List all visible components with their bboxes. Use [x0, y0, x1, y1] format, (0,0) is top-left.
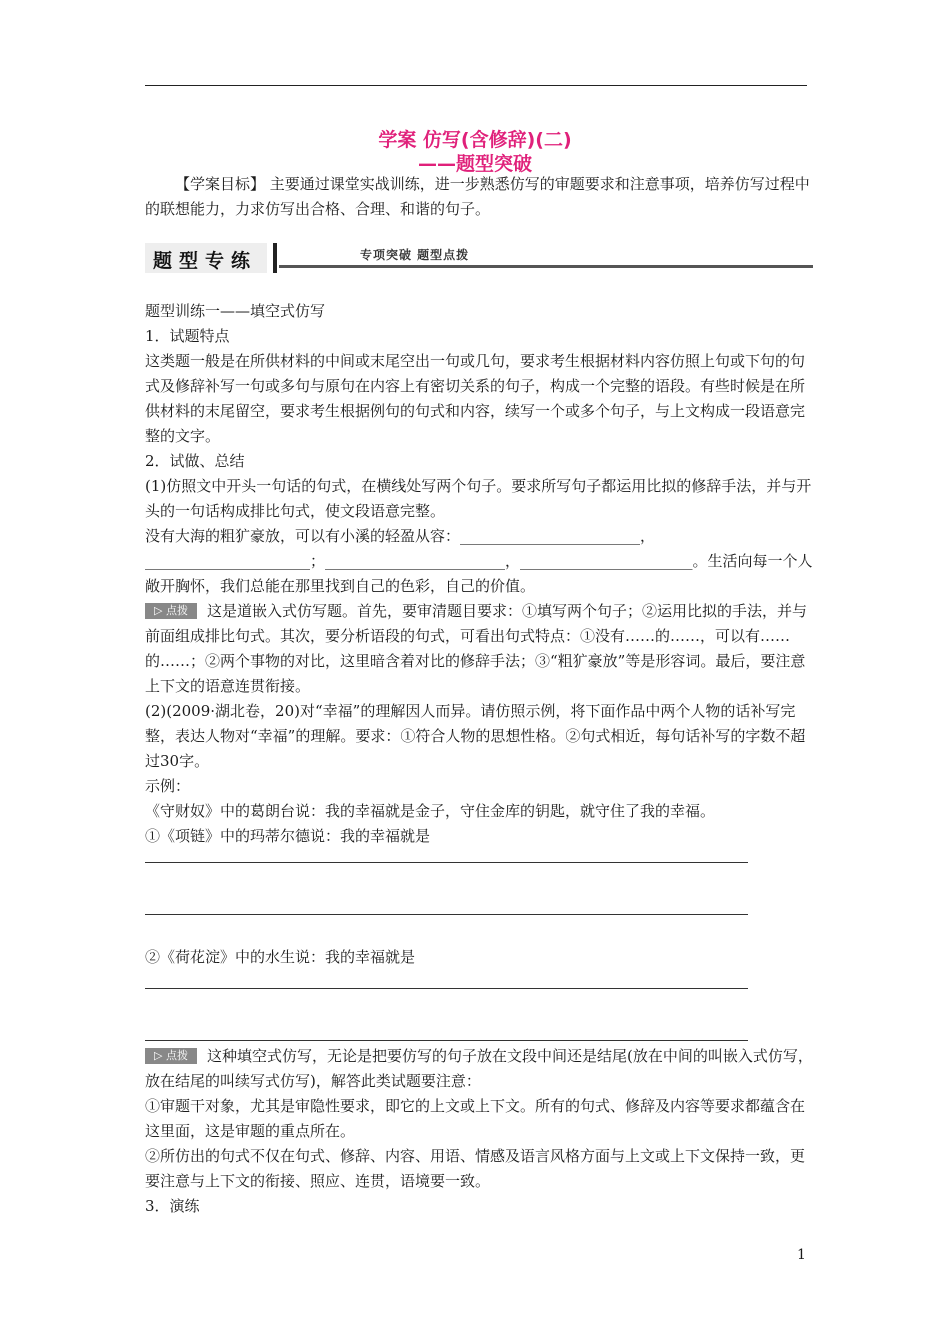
heading-3: 3．演练 [145, 1197, 200, 1215]
page-number: 1 [797, 1247, 806, 1263]
goal-text: 主要通过课堂实战训练，进一步熟悉仿写的审题要求和注意事项，培养仿写过程中的联想能力，力求仿写出合格、合理、和谐的句子。 [145, 175, 810, 218]
heading-2: 2．试做、总结 [145, 452, 245, 470]
item-2-block [145, 945, 813, 970]
section-banner [145, 240, 813, 274]
point-2: ②所仿出的句式不仅在句式、修辞、内容、用语、情感及语言风格方面与上文或上下文保持一致，更要注意与上下文的衔接、照应、连贯，语境要一致。 [145, 1147, 806, 1190]
answer-line[interactable] [145, 1040, 748, 1041]
example-label: 示例： [145, 777, 191, 795]
answer-line[interactable] [145, 862, 748, 863]
item-2: ②《荷花淀》中的水生说：我的幸福就是 [145, 948, 416, 966]
hint-tag: ▷ 点拨 [145, 1048, 197, 1064]
heading-1: 1．试题特点 [145, 327, 230, 345]
paragraph-1: 这类题一般是在所供材料的中间或末尾空出一句或几句，要求考生根据材料内容仿照上句或下句的句式及修辞补写一句或多句与原句在内容上有密切关系的句子，构成一个完整的语段。有些时候是在所供材料的末尾留空，要求考生根据例句的句式和内容，续写一个或多个句子，与上文构成一段语意完整的文字。 [145, 352, 806, 445]
point-1: ①审题干对象，尤其是审隐性要求，即它的上文或上下文。所有的句式、修辞及内容等要求都蕴含在这里面，这是审题的重点所在。 [145, 1097, 806, 1140]
main-content [145, 299, 813, 849]
item-1: ①《项链》中的玛蒂尔德说：我的幸福就是 [145, 827, 431, 845]
goal-label: 【学案目标】 [175, 175, 266, 193]
hint-tag: ▷ 点拨 [145, 603, 197, 619]
answer-line[interactable] [145, 914, 748, 915]
banner-subtitle: 专项突破 题型点拨 [360, 248, 470, 262]
question-2: (2)(2009·湖北卷，20)对“幸福”的理解因人而异。请仿照示例，将下面作品中两个人物的话补写完整，表达人物对“幸福”的理解。要求：①符合人物的思想性格。②句式相近，每句话补写的字数不超过30字。 [145, 702, 806, 770]
hint-2-block [145, 1044, 813, 1219]
hint-1-text: 这是道嵌入式仿写题。首先，要审清题目要求：①填写两个句子；②运用比拟的手法，并与前面组成排比句式。其次，要分析语段的句式，可看出句式特点：①没有……的……，可以有……的……；②两个事物的对比，这里暗含着对比的修辞手法；③“粗犷豪放”等是形容词。最后，要注意上下文的语意连贯衔接。 [145, 602, 808, 695]
learning-goal [145, 172, 813, 222]
example-text: 《守财奴》中的葛朗台说：我的幸福就是金子，守住金库的钥匙，就守住了我的幸福。 [145, 802, 716, 820]
answer-line[interactable] [145, 988, 748, 989]
hint-2-text: 这种填空式仿写，无论是把要仿写的句子放在文段中间还是结尾(放在中间的叫嵌入式仿写，放在结尾的叫续写式仿写)，解答此类试题要注意： [145, 1047, 813, 1090]
question-1: (1)仿照文中开头一句话的句式，在横线处写两个句子。要求所写句子都运用比拟的修辞手法，并与开头的一句话构成排比句式，使文段语意完整。 [145, 477, 812, 520]
banner-underline [279, 265, 813, 268]
banner-title: 题型专练 [153, 250, 258, 272]
page-subtitle: ——题型突破 [417, 153, 532, 175]
hint-2 [145, 1044, 813, 1094]
question-1-text: 没有大海的粗犷豪放，可以有小溪的轻盈从容：________________________，______________________；________________________，_______________________。生活向每一个人敞开胸怀，我们总能在那里找到自己的色彩，自己的价值。 [145, 527, 813, 595]
page-title: 学案 仿写(含修辞)(二) [378, 129, 572, 151]
banner-divider [273, 243, 277, 273]
section-heading: 题型训练一——填空式仿写 [145, 302, 326, 320]
hint-1 [145, 599, 813, 699]
header-rule [145, 85, 807, 86]
